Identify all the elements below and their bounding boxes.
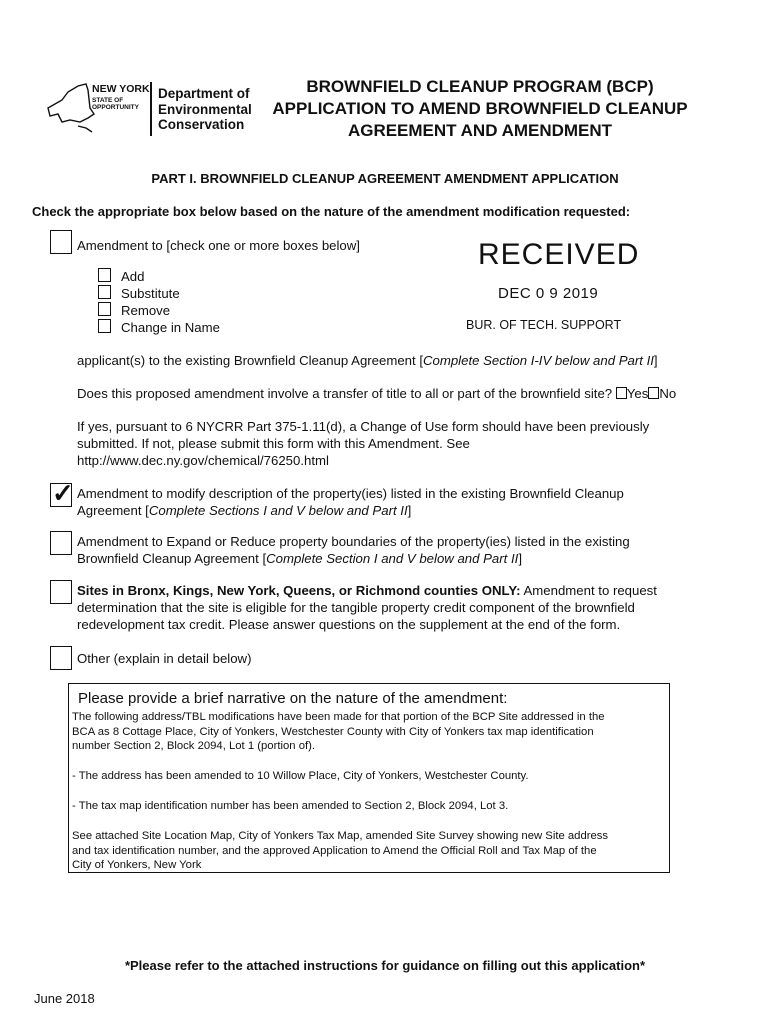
change-name-checkbox[interactable] [98,319,111,333]
option3-text: Amendment to Expand or Reduce property boundaries of the property(ies) listed in the existing Brownfield Cleanup Agreement [Complete Section I and V below and Part II] [77,534,630,566]
change-name-label: Change in Name [121,320,220,335]
amendment-applicant-checkbox[interactable] [50,230,72,254]
remove-label: Remove [121,303,171,318]
transfer-yes-checkbox[interactable] [616,387,627,399]
substitute-label: Substitute [121,286,180,301]
instruction-text: Check the appropriate box below based on the nature of the amendment modification requested: [32,204,631,219]
received-stamp: RECEIVED [478,238,640,271]
logo-state-name: NEW YORK [92,83,150,95]
transfer-yes-label: Yes [626,386,649,401]
logo-tagline: STATE OF OPPORTUNITY [92,97,139,111]
form-date: June 2018 [34,991,95,1006]
part-heading: PART I. BROWNFIELD CLEANUP AGREEMENT AMENDMENT APPLICATION [151,171,619,186]
title-transfer-question: Does this proposed amendment involve a transfer of title to all or part of the brownfield site? Yes No [77,386,677,401]
option1-continuation: applicant(s) to the existing Brownfield Cleanup Agreement [Complete Section I-IV below and Part II] [77,353,658,368]
modify-description-checkbox[interactable] [50,478,74,508]
narrative-paragraph-4: See attached Site Location Map, City of Yonkers Tax Map, amended Site Survey showing new Site address and tax identification number, and the approved Application to Amend the Official Roll and Tax Map of the City of Yonkers, New York [72,830,609,871]
received-date: DEC 0 9 2019 [498,285,599,302]
narrative-paragraph-1: The following address/TBL modifications have been made for that portion of the BCP Site addressed in the BCA as 8 Cottage Place, City of Yonkers, Westchester County with City of Yonkers tax map identification number Section 2, Block 2094, Lot 1 (portion of). [72,711,605,752]
form-title: BROWNFIELD CLEANUP PROGRAM (BCP) APPLICATION TO AMEND BROWNFIELD CLEANUP AGREEMENT AND AMENDMENT [272,77,688,140]
add-label: Add [121,269,145,284]
transfer-no-label: No [659,386,677,401]
narrative-paragraph-2: - The address has been amended to 10 Willow Place, City of Yonkers, Westchester County. [72,770,529,782]
tangible-property-checkbox[interactable] [50,580,72,604]
add-checkbox[interactable] [98,268,111,282]
narrative-paragraph-3: - The tax map identification number has been amended to Section 2, Block 2094, Lot 3. [72,800,509,812]
substitute-checkbox[interactable] [98,285,111,299]
option4-text: Sites in Bronx, Kings, New York, Queens, or Richmond counties ONLY: Amendment to request determination that the site is eligible for the tangible property credit component of the brownfield redevelopment tax credit. Please answer questions on the supplement at the end of the form. [77,583,657,632]
if-yes-paragraph: If yes, pursuant to 6 NYCRR Part 375-1.11(d), a Change of Use form should have been previously submitted. If not, please submit this form with this Amendment. See http://www.dec.ny.gov/chemical/76250.html [77,419,650,468]
logo-divider [150,82,152,136]
option2-text: Amendment to modify description of the property(ies) listed in the existing Brownfield Cleanup Agreement [Complete Sections I and V below and Part II] [77,486,624,518]
footer-note: *Please refer to the attached instructions for guidance on filling out this application* [124,958,646,973]
other-checkbox[interactable] [50,646,72,670]
remove-checkbox[interactable] [98,302,111,316]
expand-reduce-checkbox[interactable] [50,531,72,555]
other-label: Other (explain in detail below) [77,651,252,666]
narrative-heading: Please provide a brief narrative on the nature of the amendment: [78,690,508,707]
received-bureau: BUR. OF TECH. SUPPORT [466,318,622,332]
department-name: Department of Environmental Conservation [158,86,252,132]
new-york-state-outline-icon [40,78,100,138]
checkmark-icon: ✓ [52,478,74,508]
change-of-use-link[interactable]: http://www.dec.ny.gov/chemical/76250.html [77,453,329,468]
transfer-no-checkbox[interactable] [648,387,659,399]
option1-label: Amendment to [check one or more boxes below] [77,238,360,253]
